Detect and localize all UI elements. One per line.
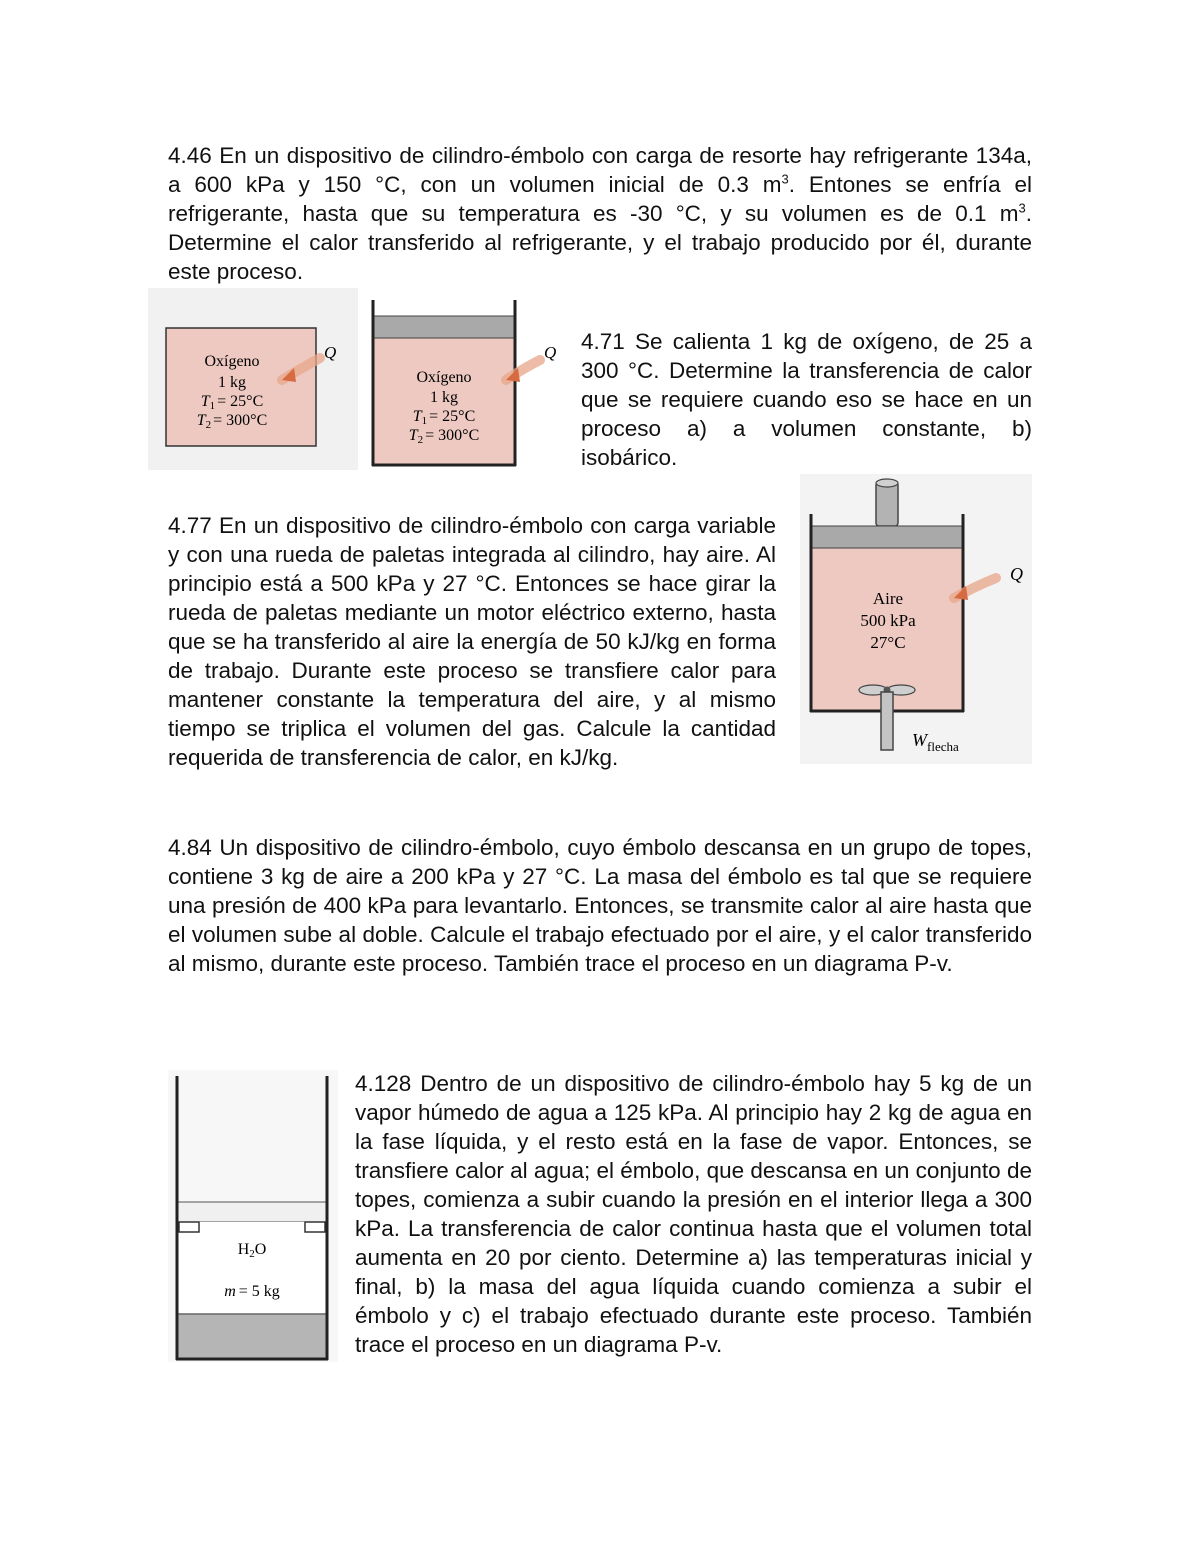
shaft: [881, 692, 893, 750]
heat-symbol: Q: [1010, 564, 1023, 584]
problem-4-84: [168, 833, 1032, 978]
problem-number: 4.128: [355, 1071, 412, 1096]
superscript: 3: [1018, 200, 1026, 216]
heat-symbol: Q: [324, 343, 337, 362]
piston: [812, 526, 962, 548]
figure-water-cylinder-with-stops: [168, 1070, 338, 1362]
piston: [374, 316, 514, 338]
final-temperature: T2 = 300°C: [196, 412, 268, 431]
gas-pressure: 500 kPa: [860, 611, 916, 630]
shaft-work-symbol: $W_{flecha}$: [912, 730, 959, 754]
problem-4-71: [581, 327, 1032, 472]
problem-number: 4.77: [168, 513, 212, 538]
stop-left: [179, 1222, 199, 1232]
gas-name: Aire: [872, 589, 904, 608]
piston: [178, 1202, 326, 1222]
substance-formula: H2O: [237, 1241, 267, 1260]
final-temperature: T2 = 300°C: [408, 427, 480, 446]
problem-text-part-c: . Determine el calor transferido al refrigerante, y el trabajo producido por él, durante este proceso.: [168, 201, 1032, 284]
piston-rod-top: [876, 479, 898, 487]
figure-oxygen-piston-cylinder: [364, 298, 576, 470]
heat-symbol: Q: [544, 343, 557, 362]
problem-number: 4.46: [168, 143, 212, 168]
substance-mass: m = 5 kg: [224, 1283, 280, 1300]
gas-name: Oxígeno: [416, 369, 472, 386]
problem-number: 4.71: [581, 329, 625, 354]
problem-4-77: [168, 511, 776, 772]
gas-mass: 1 kg: [430, 389, 458, 406]
stop-right: [305, 1222, 325, 1232]
problem-number: 4.84: [168, 835, 212, 860]
superscript: 3: [781, 171, 789, 187]
gas-name: Oxígeno: [204, 353, 260, 370]
problem-text: Dentro de un dispositivo de cilindro-émbolo hay 5 kg de un vapor húmedo de agua a 125 kPa. Al principio hay 2 kg de agua en la fase líquida, y el resto está en la fase de vapor. Entonces, se transfiere calor al agua; el émbolo, que descansa en un conjunto de topes, comienza a subir cuando la presión en el interior llega a 300 kPa. La transferencia de calor continua hasta que el volumen total aumenta en 20 por ciento. Determine a) las temperaturas inicial y final, b) la masa del agua líquida cuando comienza a subir el émbolo y c) el trabajo efectuado durante este proceso. También trace el proceso en un diagrama P-v.: [355, 1071, 1032, 1357]
problem-text: Un dispositivo de cilindro-émbolo, cuyo émbolo descansa en un grupo de topes, contiene 3 kg de aire a 200 kPa y 27 °C. La masa del émbolo es tal que se requiere una presión de 400 kPa para levantarlo. Entonces, se transmite calor al aire hasta que el volumen sube al doble. Calcule el trabajo efectuado por el aire, y el calor transferido al mismo, durante este proceso. También trace el proceso en un diagrama P-v.: [168, 835, 1032, 976]
problem-text-part-b: . Entones se enfría el refrigerante, hasta que su temperatura es -30 °C, y su volumen es de 0.1 m: [168, 172, 1032, 226]
initial-temperature: T1 = 25°C: [412, 408, 476, 427]
cylinder-vapor-region: [178, 1222, 326, 1314]
problem-text: Se calienta 1 kg de oxígeno, de 25 a 300 °C. Determine la transferencia de calor que se requiere cuando eso se hace en un proceso a) a volumen constante, b) isobárico.: [581, 329, 1032, 470]
gas-mass: 1 kg: [218, 374, 246, 391]
problem-4-128: [355, 1069, 1032, 1359]
piston-rod: [876, 482, 898, 526]
gas-temperature: 27°C: [870, 633, 906, 652]
figure-oxygen-rigid-tank: [148, 288, 358, 470]
liquid-region: [178, 1314, 326, 1358]
problem-text: En un dispositivo de cilindro-émbolo con carga variable y con una rueda de paletas integrada al cilindro, hay aire. Al principio está a 500 kPa y 27 °C. Entonces se hace girar la rueda de paletas mediante un motor eléctrico externo, hasta que se ha transferido al aire la energía de 50 kJ/kg en forma de trabajo. Durante este proceso se transfiere calor para mantener constante la temperatura del aire, y al mismo tiempo se triplica el volumen del gas. Calcule la cantidad requerida de transferencia de calor, en kJ/kg.: [168, 513, 776, 770]
figure-air-paddle-wheel-cylinder: [800, 474, 1032, 764]
initial-temperature: T1 = 25°C: [200, 393, 264, 412]
problem-text-part-a: En un dispositivo de cilindro-émbolo con carga de resorte hay refrigerante 134a, a 600 kPa y 150 °C, con un volumen inicial de 0.3 m: [168, 143, 1032, 197]
problem-4-46: [168, 141, 1032, 286]
